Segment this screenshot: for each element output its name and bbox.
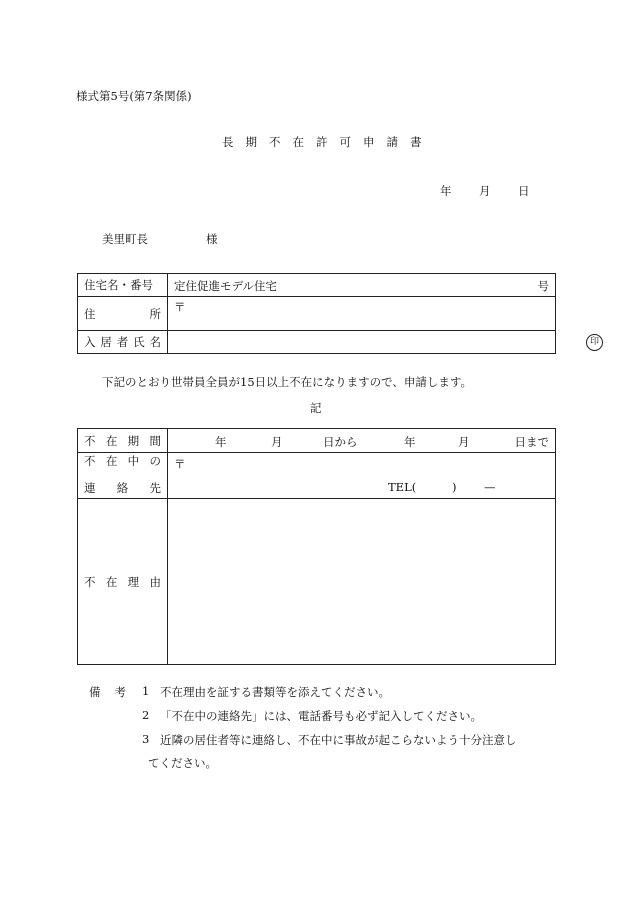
- contact-label: 不 在 中 の 連 絡 先: [78, 453, 168, 499]
- form-number: 様式第5号(第7条関係): [76, 89, 192, 103]
- addressee-honorific: 様: [206, 232, 218, 246]
- note-item-1-text: 不在理由を証する書類等を添えてください。: [160, 685, 390, 699]
- housing-value: 定住促進モデル住宅: [174, 279, 277, 293]
- reason-label: 不 在 理 由: [78, 499, 168, 665]
- contact-field[interactable]: [168, 453, 556, 499]
- notes-label: 備 考: [89, 685, 126, 699]
- note-item-3-num: 3: [142, 732, 150, 746]
- tel-close: ): [452, 480, 457, 494]
- postal-mark: 〒: [174, 457, 186, 471]
- title-char: 許: [316, 135, 328, 149]
- resident-name-field[interactable]: [168, 331, 599, 354]
- title-char: 在: [292, 135, 304, 149]
- tel-dash: —: [484, 480, 496, 494]
- period-field[interactable]: 年 月 日から 年 月 日まで: [168, 429, 556, 453]
- date-month-label: 月: [479, 184, 491, 198]
- housing-label: 住宅名・番号: [78, 274, 168, 297]
- resident-name-label: 入 居 者 氏 名: [78, 331, 168, 354]
- note-item-2-num: 2: [142, 708, 150, 722]
- absence-table: [77, 428, 556, 665]
- note-item-3-cont: てください。: [148, 756, 217, 770]
- period-label: 不 在 期 間: [78, 429, 168, 453]
- tel-label: TEL(: [388, 480, 417, 494]
- postal-mark: 〒: [174, 300, 186, 314]
- housing-field[interactable]: [168, 274, 556, 297]
- applicant-table: [77, 273, 599, 354]
- seal-mark: 印: [586, 334, 603, 351]
- statement: 下記のとおり世帯員全員が15日以上不在になりますので、申請します。: [102, 375, 472, 389]
- address-label: 住 所: [78, 297, 168, 331]
- ki-heading: 記: [310, 401, 322, 415]
- address-field[interactable]: [168, 297, 556, 331]
- title-char: 不: [269, 135, 281, 149]
- note-item-1-num: 1: [142, 684, 150, 698]
- title-char: 書: [410, 135, 422, 149]
- title-char: 長: [222, 135, 234, 149]
- document-title: [222, 134, 422, 150]
- addressee-town: 美里町長: [102, 232, 148, 246]
- date-day-label: 日: [518, 184, 530, 198]
- note-item-2-text: 「不在中の連絡先」には、電話番号も必ず記入してください。: [160, 709, 482, 723]
- date-year-label: 年: [440, 184, 452, 198]
- title-char: 可: [339, 135, 351, 149]
- reason-field[interactable]: [168, 499, 556, 665]
- note-item-3-text: 近隣の居住者等に連絡し、不在中に事故が起こらないよう十分注意し: [160, 733, 517, 747]
- title-char: 請: [386, 135, 398, 149]
- title-char: 申: [363, 135, 375, 149]
- title-char: 期: [245, 135, 257, 149]
- housing-suffix: 号: [537, 279, 549, 293]
